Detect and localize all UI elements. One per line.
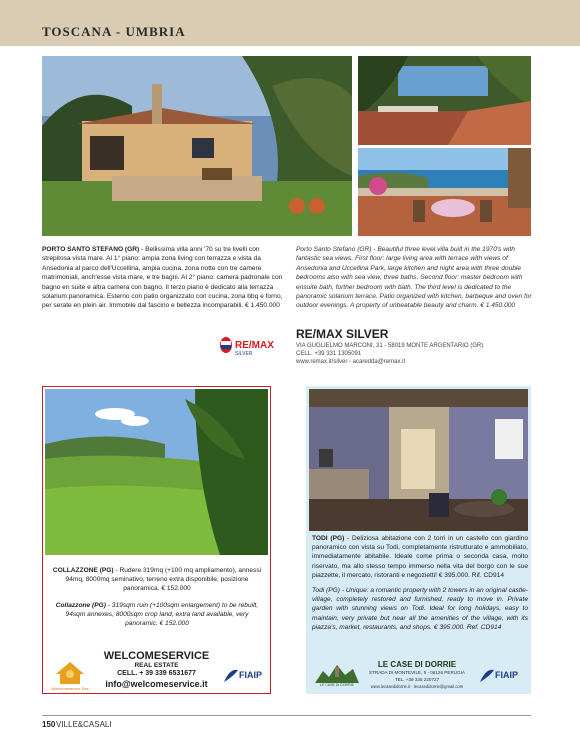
terrace-stairs-photo (358, 56, 531, 145)
lecasedidorrie-phone: TEL. +39 335 220727 (394, 677, 440, 682)
collazzone-description-en (52, 601, 262, 629)
remax-logo (218, 335, 280, 357)
welcomeservice-logo-caption: Welcomeservice Sas (51, 686, 89, 691)
remax-web[interactable]: www.remax.it/silver - acaredda@remax.it (296, 359, 406, 365)
footer-divider (42, 715, 531, 716)
todi-body-it: - Deliziosa abitazione con 2 torri in un castello con giardino panoramico con vista su Todi, completamente ristrutturato e ammobiliato, immediatamente abitabile. Ideale come prima o seconda casa, molto riservato, ma allo stesso tempo immerso nella vita del borgo con le sue piazzette, il mercato, ristoranti e negozietti! € 395.000. Rif. CD914 (312, 535, 528, 579)
lecasedidorrie-web[interactable]: www.lecasedidorrie.it - lecasedidorrie@gmail.com (370, 684, 464, 689)
welcomeservice-email[interactable]: info@welcomeservice.it (105, 679, 208, 689)
welcomeservice-subtitle: REAL ESTATE (134, 662, 179, 669)
collazzone-body-en: - 319sqm ruin (+100sqm enlargement) to be rebuilt, 94sqm annexes, 8000sqm crop land, extra land available, very panoramic. € 152.000 (65, 602, 259, 628)
todi-title-it: TODI (PG) (312, 535, 345, 542)
lecasedidorrie-address: STRADA DI MONTEVILE, 5 - 06126 PERUGIA (369, 670, 465, 675)
main-listing-lead: PORTO SANTO STEFANO (GR) (42, 246, 140, 253)
remax-logo-sub: SILVER (235, 351, 253, 357)
section-title: TOSCANA - UMBRIA (42, 24, 186, 39)
welcomeservice-name: WELCOMESERVICE (103, 650, 210, 662)
villa-exterior-photo (42, 56, 352, 236)
welcomeservice-phone: CELL. + 39 339 6531677 (117, 670, 196, 677)
collazzone-description-it (52, 566, 262, 594)
main-listing-description-en: Porto Santo Stefano (GR) - Beautiful three level villa built in the 1970's with fantastic sea views. First floor: large living area with terrace with views of Ansedonia and Uccellina Park, large kitchen and night area with three double bedrooms also with sea view, three baths. Second floor: master bedroom with ensuite bath, further bedroom with bath. The third level is dedicated to the panoramic solarium terrace. Patio organized with kitchen, barbeque and oven for outdoor evenings. A property of unbeatable beauty and charm. € 1.450.000 (296, 246, 532, 310)
fiaip-logo-right-text: FIAIP (495, 670, 519, 680)
magazine-name: VILLE&CASALI (56, 720, 112, 729)
lecasedidorrie-name: LE CASE DI DORRIE (377, 660, 457, 669)
todi-description-en: Todi (PG) - Unique: a romantic property with 2 towers in an original castle-village, completely restored and furnished, ready to move in. Private garden with stunning views on Todi. Ideal for long holidays, easy to maintain, very private but near all the amenities of the village, with its piazza's, market, restaurants, and shops. € 395.000. Ref. CD914 (312, 587, 528, 631)
lecasedidorrie-logo-caption: LE CASE DI DORRIE (320, 683, 354, 687)
fiaip-logo-right (478, 664, 526, 686)
fiaip-logo-left (222, 664, 268, 686)
lecasedidorrie-logo (313, 657, 361, 689)
remax-logo-text: RE/MAX (235, 340, 274, 351)
welcomeservice-logo (50, 658, 90, 692)
main-listing-body-it: - Bellissima villa anni '70 su tre livelli con strepitosa vista mare. Al 1° piano: ampia zona living con terrazza e vista da Ansedonia al parco dell'Uccellina, ampia cucina, zona notte con tre camere matrimoniali, anch'esse vista mare, e tre bagni. Al 2° piano: camera padronale con bagno en suite e altra camera con bagno. Il terzo piano è dedicato alla terrazza solarium panoramica. Esterno con patio organizzato con cucina, zona bbq e forno, per serate en plein air. Immobile dal fascino e bellezza incomparabili. € 1.450.000 (42, 246, 283, 310)
collazzone-title-it: COLLAZZONE (PG) (52, 567, 114, 574)
todi-description-it (312, 534, 528, 580)
page-number: 150 (42, 720, 56, 729)
fiaip-logo-left-text: FIAIP (239, 670, 263, 680)
collazzone-title-en: Collazzone (PG) (55, 602, 106, 609)
remax-address: VIA GUGLIELMO MARCONI, 31 - 58019 MONTE ARGENTARIO (GR) (296, 343, 484, 349)
main-listing-description-it (42, 245, 286, 311)
remax-phone: CELL. +39 331 1305091 (296, 351, 362, 357)
sea-view-terrace-photo (358, 148, 531, 236)
collazzone-body-it: - Rudere 319mq (+100 mq ampliamento), annessi 94mq, 8000mq seminativo, terreno extra disponibile, posizione panoramica. € 152.000 (65, 567, 262, 593)
todi-interior-photo (309, 389, 528, 531)
collazzone-countryside-photo (45, 389, 268, 555)
remax-agency-name: RE/MAX SILVER (296, 327, 389, 341)
